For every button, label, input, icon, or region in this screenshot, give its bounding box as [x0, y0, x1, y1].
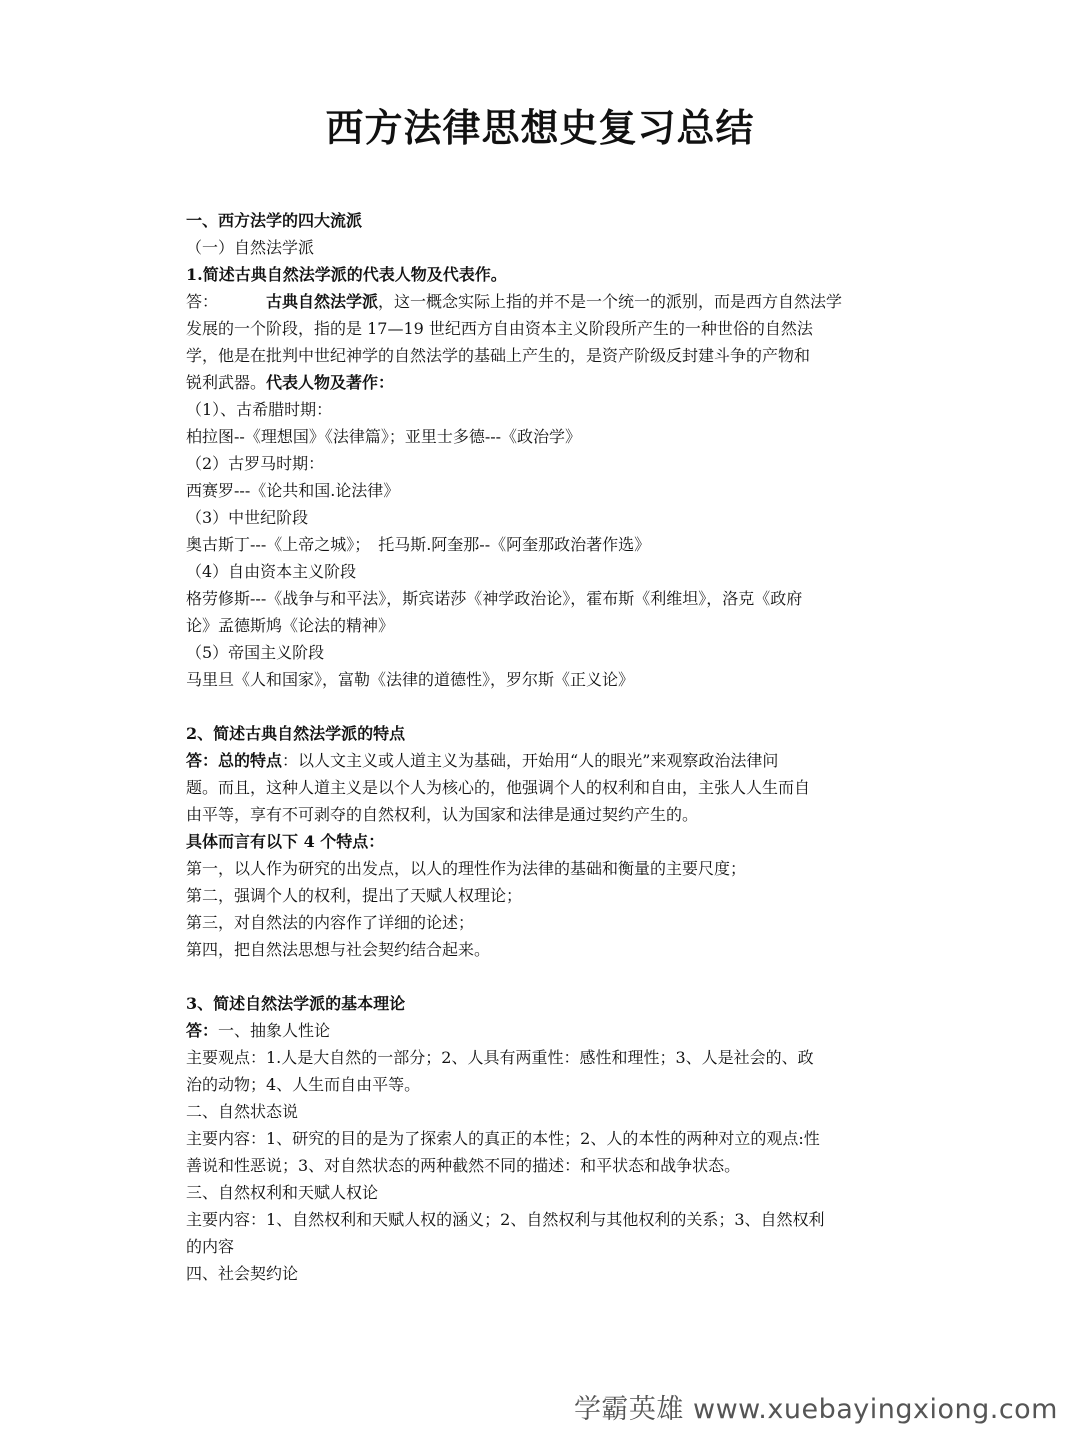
period-label: （2）古罗马时期： — [186, 454, 325, 473]
answer-1-line-2: 发展的一个阶段，指的是 17—19 世纪西方自由资本主义阶段所产生的一种世俗的自然法 — [186, 319, 813, 338]
answer-1-line-4 — [186, 369, 898, 396]
page-title: 西方法律思想史复习总结 — [325, 105, 755, 150]
theory-line: 的内容 — [186, 1237, 235, 1256]
period-label: （5）帝国主义阶段 — [186, 643, 325, 662]
answer-keyword: 古典自然法学派 — [266, 292, 379, 311]
theory-line: 主要内容：1、自然权利和天赋人权的涵义；2、自然权利与其他权利的关系；3、自然权利 — [186, 1210, 825, 1229]
period-works: 格劳修斯---《战争与和平法》，斯宾诺莎《神学政治论》，霍布斯《利维坦》，洛克《政府 — [186, 589, 803, 608]
period-label: （3）中世纪阶段 — [186, 508, 309, 527]
period-label: （4）自由资本主义阶段 — [186, 562, 357, 581]
theory-line: 治的动物；4、人生而自由平等。 — [186, 1075, 421, 1094]
feature-point: 第三，对自然法的内容作了详细的论述； — [186, 913, 475, 932]
theory-line: 善说和性恶说；3、对自然状态的两种截然不同的描述：和平状态和战争状态。 — [186, 1156, 741, 1175]
answer-text: ，这一概念实际上指的并不是一个统一的派别，而是西方自然法学 — [378, 292, 843, 311]
answer-text: 锐利武器。 — [186, 373, 267, 392]
answer-3-line-1 — [186, 1017, 898, 1044]
period-works: 马里旦《人和国家》，富勒《法律的道德性》，罗尔斯《正义论》 — [186, 670, 635, 689]
answer-keyword: 代表人物及著作： — [266, 373, 395, 392]
answer-text: 一、抽象人性论 — [218, 1021, 331, 1040]
specific-heading: 具体而言有以下 4 个特点： — [186, 832, 385, 851]
answer-1-line-1 — [186, 288, 898, 315]
answer-1-line-3: 学，他是在批判中世纪神学的自然法学的基础上产生的，是资产阶级反封建斗争的产物和 — [186, 346, 811, 365]
period-works: 奥古斯丁---《上帝之城》； 托马斯.阿奎那--《阿奎那政治著作选》 — [186, 535, 651, 554]
question-2: 2、简述古典自然法学派的特点 — [186, 724, 406, 743]
answer-label: 答： — [186, 292, 219, 311]
answer-2-line-1 — [186, 747, 898, 774]
theory-line: 主要内容：1、研究的目的是为了探索人的真正的本性；2、人的本性的两种对立的观点:性 — [186, 1129, 820, 1148]
feature-point: 第一，以人作为研究的出发点，以人的理性作为法律的基础和衡量的主要尺度； — [186, 859, 747, 878]
site-watermark: 学霸英雄 www.xuebayingxiong.com — [573, 1394, 1058, 1425]
answer-keyword: 答：总的特点 — [186, 751, 283, 770]
answer-text: ：以人文主义或人道主义为基础，开始用“人的眼光”来观察政治法律问 — [282, 751, 779, 770]
period-works: 论》孟德斯鸠《论法的精神》 — [186, 616, 395, 635]
answer-2-line-3: 由平等，享有不可剥夺的自然权利，认为国家和法律是通过契约产生的。 — [186, 805, 699, 824]
question-1: 1.简述古典自然法学派的代表人物及代表作。 — [186, 265, 507, 284]
theory-line: 二、自然状态说 — [186, 1102, 299, 1121]
period-label: （1）、古希腊时期： — [186, 400, 333, 419]
feature-point: 第二，强调个人的权利，提出了天赋人权理论； — [186, 886, 523, 905]
answer-2-line-2: 题。而且，这种人道主义是以个人为核心的，他强调个人的权利和自由，主张人人生而自 — [186, 778, 811, 797]
period-works: 西赛罗---《论共和国.论法律》 — [186, 481, 400, 500]
question-3: 3、简述自然法学派的基本理论 — [186, 994, 406, 1013]
feature-point: 第四，把自然法思想与社会契约结合起来。 — [186, 940, 491, 959]
document-body — [186, 207, 898, 1287]
period-works: 柏拉图--《理想国》《法律篇》；亚里士多德---《政治学》 — [186, 427, 582, 446]
theory-line: 三、自然权利和天赋人权论 — [186, 1183, 379, 1202]
section-heading: 一、西方法学的四大流派 — [186, 211, 363, 230]
subsection-heading: （一）自然法学派 — [186, 238, 315, 257]
answer-label: 答： — [186, 1021, 219, 1040]
theory-line: 四、社会契约论 — [186, 1264, 299, 1283]
theory-line: 主要观点：1.人是大自然的一部分；2、人具有两重性：感性和理性；3、人是社会的、政 — [186, 1048, 814, 1067]
